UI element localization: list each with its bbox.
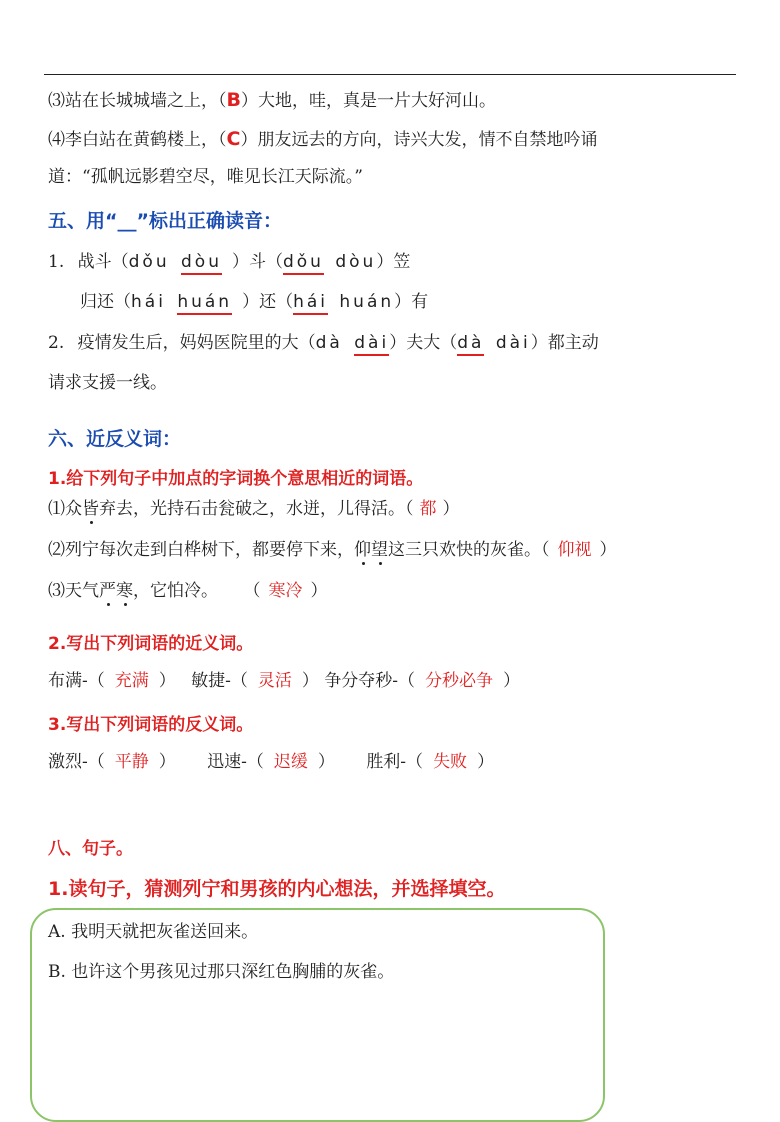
q3-answer: B bbox=[226, 89, 241, 111]
word: 争分夺秒-（ bbox=[324, 671, 416, 691]
pinyin-line-3-continued: 请求支援一线。 bbox=[48, 373, 167, 393]
option-a: A. 我明天就把灰雀送回来。 bbox=[48, 922, 259, 942]
dotted-char: 望 bbox=[371, 540, 388, 560]
q4-suffix: ）朋友远去的方向，诗兴大发，情不自禁地吟诵 bbox=[240, 130, 598, 150]
pinyin-line-1 bbox=[48, 249, 410, 275]
text: ） bbox=[158, 671, 176, 691]
q3-prefix: ⑶站在长城城墙之上，（ bbox=[48, 91, 227, 111]
word-li: ）笠 bbox=[376, 252, 411, 272]
pinyin-option: dà bbox=[315, 333, 343, 353]
text: ⑵列宁每次走到白桦树下，都要停下来， bbox=[48, 540, 354, 560]
dotted-char: 严 bbox=[99, 581, 116, 601]
pinyin-option: dòu bbox=[335, 252, 377, 272]
word: 迅速-（ bbox=[207, 752, 264, 772]
dotted-char: 寒 bbox=[116, 581, 133, 601]
pinyin-correct: dài bbox=[354, 333, 389, 356]
sentence-daifu: 疫情发生后，妈妈医院里的大（ bbox=[77, 333, 316, 353]
text: （ bbox=[252, 581, 261, 601]
pinyin-correct: dà bbox=[457, 333, 484, 356]
section-6-title: 六、近反义词： bbox=[48, 428, 182, 450]
answer: 平静 bbox=[114, 752, 149, 772]
text: ） bbox=[503, 671, 521, 691]
synonym-sentence-3 bbox=[48, 578, 328, 604]
q4-prefix: ⑷李白站在黄鹤楼上，（ bbox=[48, 130, 227, 150]
section-6-sub-3: 3.写出下列词语的反义词。 bbox=[48, 715, 254, 735]
text: ） bbox=[158, 752, 176, 772]
answer: 寒冷 bbox=[268, 581, 303, 601]
answer: 失败 bbox=[433, 752, 468, 772]
answer: 迟缓 bbox=[273, 752, 308, 772]
question-3 bbox=[48, 87, 496, 114]
answer: 都 bbox=[419, 499, 437, 519]
answer: 仰视 bbox=[557, 540, 592, 560]
answer: 灵活 bbox=[257, 671, 292, 691]
section-8-sub-1: 1.读句子，猜测列宁和男孩的内心想法，并选择填空。 bbox=[48, 878, 506, 900]
pinyin-correct: hái bbox=[293, 292, 328, 315]
text: ） bbox=[301, 671, 319, 691]
word-dou-zhudong: ）都主动 bbox=[530, 333, 599, 353]
pinyin-option: dǒu bbox=[128, 252, 170, 272]
dotted-char: 皆 bbox=[82, 499, 99, 519]
word-huan: ）还（ bbox=[242, 292, 294, 312]
word-guihuan: 归还（ bbox=[80, 292, 131, 312]
answer: 分秒必争 bbox=[425, 671, 494, 691]
option-b: B. 也许这个男孩见过那只深红色胸脯的灰雀。 bbox=[48, 962, 395, 982]
q4-answer: C bbox=[226, 128, 241, 150]
word-dou: ）斗（ bbox=[231, 252, 283, 272]
synonym-sentence-1 bbox=[48, 496, 460, 522]
q3-suffix: ）大地，哇，真是一片大好河山。 bbox=[240, 91, 496, 111]
word-dafu: ）夫大（ bbox=[389, 333, 458, 353]
antonym-words bbox=[48, 749, 494, 775]
pinyin-correct: huán bbox=[177, 292, 232, 315]
section-6-sub-1: 1.给下列句子中加点的字词换个意思相近的词语。 bbox=[48, 469, 424, 489]
pinyin-line-2 bbox=[80, 289, 428, 315]
pinyin-line-3 bbox=[48, 330, 599, 356]
answer: 充满 bbox=[114, 671, 149, 691]
section-5-title: 五、用“__”标出正确读音： bbox=[48, 210, 282, 232]
text: ⑴众 bbox=[48, 499, 82, 519]
item-number: 2. bbox=[48, 333, 65, 353]
word-zhandou: 战斗（ bbox=[77, 252, 129, 272]
text: ） bbox=[477, 752, 495, 772]
text: ） bbox=[599, 540, 617, 560]
pinyin-option: huán bbox=[339, 292, 395, 312]
synonym-sentence-2 bbox=[48, 537, 617, 563]
text: ） bbox=[317, 752, 335, 772]
item-number: 1. bbox=[48, 252, 65, 272]
section-8-title: 八、句子。 bbox=[48, 839, 133, 859]
pinyin-correct: dǒu bbox=[283, 252, 324, 275]
pinyin-option: hái bbox=[131, 292, 166, 312]
text: 这三只欢快的灰雀。（ bbox=[388, 540, 550, 560]
text: ） bbox=[442, 499, 460, 519]
pinyin-correct: dòu bbox=[181, 252, 222, 275]
dotted-char: 仰 bbox=[354, 540, 371, 560]
pinyin-option: dài bbox=[495, 333, 531, 353]
text: ⑶天气 bbox=[48, 581, 99, 601]
section-6-sub-2: 2.写出下列词语的近义词。 bbox=[48, 634, 254, 654]
word-you: ）有 bbox=[394, 292, 429, 312]
word: 敏捷-（ bbox=[191, 671, 248, 691]
text: ，它怕冷。 bbox=[133, 581, 218, 601]
word: 激烈-（ bbox=[48, 752, 105, 772]
question-4 bbox=[48, 126, 597, 153]
top-divider bbox=[44, 74, 736, 75]
text: ） bbox=[310, 581, 328, 601]
synonym-words bbox=[48, 668, 520, 694]
text: 弃去，光持石击瓮破之，水迸，儿得活。（ bbox=[99, 499, 414, 519]
question-4-continued: 道：“孤帆远影碧空尽，唯见长江天际流。” bbox=[48, 167, 363, 187]
word: 布满-（ bbox=[48, 671, 105, 691]
word: 胜利-（ bbox=[366, 752, 424, 772]
